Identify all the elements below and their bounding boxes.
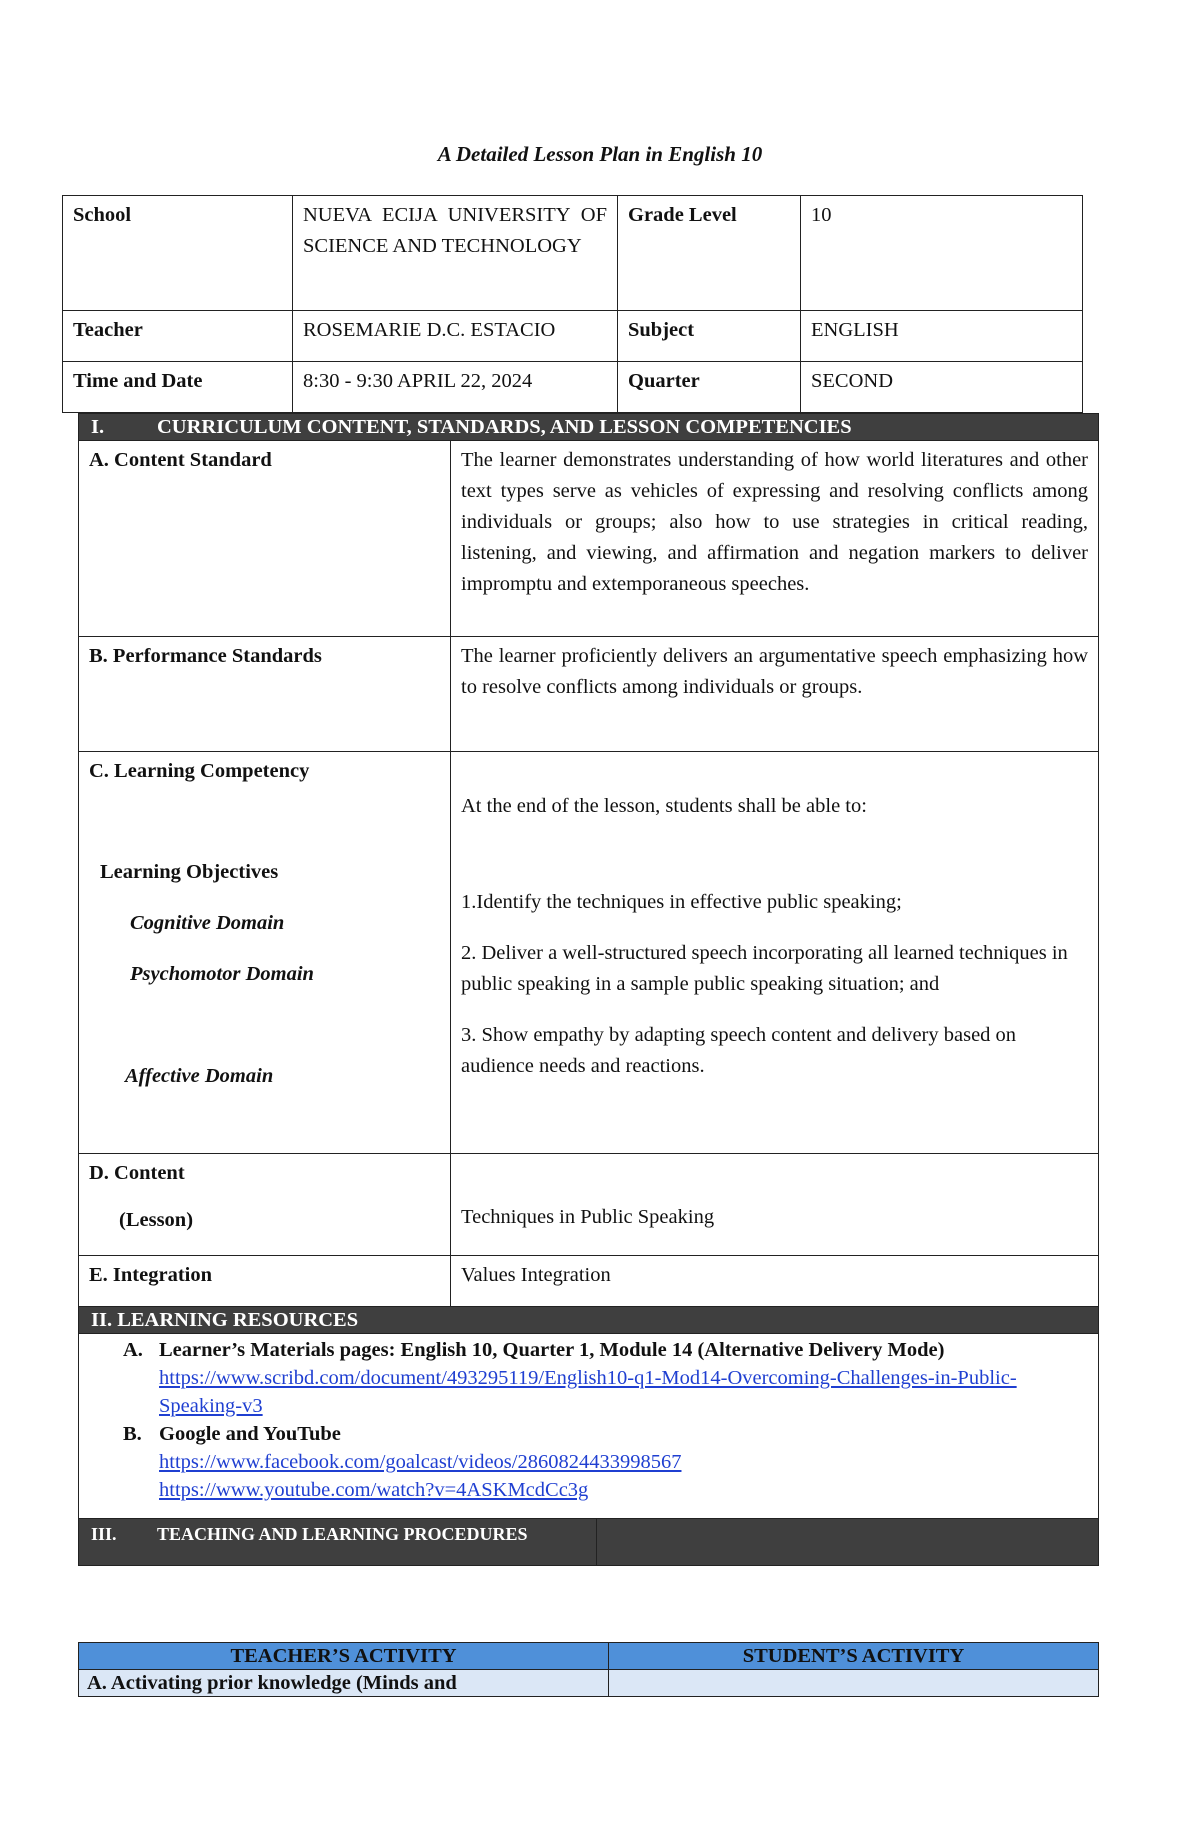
cognitive-objective: 1.Identify the techniques in effective public speaking; xyxy=(461,891,902,913)
affective-domain-label: Affective Domain xyxy=(125,1065,274,1087)
performance-standards-text: The learner proficiently delivers an argumentative speech emphasizing how to resolve conflicts among individuals or groups. xyxy=(451,637,1099,752)
learning-competency-label: C. Learning Competency xyxy=(89,760,310,782)
resource-b-link-facebook[interactable]: https://www.facebook.com/goalcast/videos/2860824433998567 xyxy=(159,1451,682,1473)
content-standard-text: The learner demonstrates understanding of how world literatures and other text types serve as vehicles of expressing and resolving conflicts among individuals or groups; also how to use strategies in critical reading, listening, and viewing, and affirmation and negation markers to deliver impromptu and extemporaneous speeches. xyxy=(451,441,1099,637)
learning-objectives-label: Learning Objectives xyxy=(100,861,279,883)
quarter-value: SECOND xyxy=(801,362,1083,413)
curriculum-table xyxy=(78,413,1099,1566)
teacher-value: ROSEMARIE D.C. ESTACIO xyxy=(293,311,618,362)
cognitive-domain-label: Cognitive Domain xyxy=(130,912,285,934)
subject-value: ENGLISH xyxy=(801,311,1083,362)
resource-b xyxy=(123,1420,1086,1504)
grade-label: Grade Level xyxy=(618,196,801,311)
resources-cell xyxy=(79,1334,1099,1519)
time-label: Time and Date xyxy=(63,362,293,413)
psychomotor-domain-label: Psychomotor Domain xyxy=(130,963,314,985)
activity-row-1-student xyxy=(609,1670,1099,1697)
info-table xyxy=(62,195,1083,413)
section-3-title: TEACHING AND LEARNING PROCEDURES xyxy=(157,1524,528,1544)
content-right-cell xyxy=(451,1154,1099,1256)
grade-value: 10 xyxy=(801,196,1083,311)
resource-b-text: Google and YouTube xyxy=(159,1423,341,1445)
time-value: 8:30 - 9:30 APRIL 22, 2024 xyxy=(293,362,618,413)
resource-b-link-youtube[interactable]: https://www.youtube.com/watch?v=4ASKMcdCc3g xyxy=(159,1479,589,1501)
competency-intro: At the end of the lesson, students shall be able to: xyxy=(461,795,867,817)
resource-a-letter: A. xyxy=(123,1339,143,1361)
section-3-header xyxy=(79,1519,1099,1566)
document-title: A Detailed Lesson Plan in English 10 xyxy=(437,142,763,166)
competency-right-cell xyxy=(451,752,1099,1154)
resource-a-link[interactable]: https://www.scribd.com/document/493295119/English10-q1-Mod14-Overcoming-Challenges-in-Public-Speaking-v3 xyxy=(159,1367,1017,1417)
section-3-empty-cell xyxy=(597,1519,1098,1565)
teacher-activity-header: TEACHER’S ACTIVITY xyxy=(79,1643,609,1670)
section-1-title: CURRICULUM CONTENT, STANDARDS, AND LESSON COMPETENCIES xyxy=(157,416,852,438)
integration-label: E. Integration xyxy=(79,1256,451,1307)
section-3-title-cell xyxy=(79,1519,597,1565)
activity-row-1-teacher: A. Activating prior knowledge (Minds and xyxy=(79,1670,609,1697)
resource-a xyxy=(123,1336,1086,1420)
content-value: Techniques in Public Speaking xyxy=(461,1206,715,1228)
resource-b-letter: B. xyxy=(123,1423,142,1445)
quarter-label: Quarter xyxy=(618,362,801,413)
integration-value: Values Integration xyxy=(451,1256,1099,1307)
lesson-label: (Lesson) xyxy=(119,1209,194,1231)
content-standard-label: A. Content Standard xyxy=(79,441,451,637)
resource-a-text: Learner’s Materials pages: English 10, Quarter 1, Module 14 (Alternative Delivery Mode) xyxy=(159,1339,945,1361)
psychomotor-objective: 2. Deliver a well-structured speech incorporating all learned techniques in public speaking in a sample public speaking situation; and xyxy=(461,942,1068,995)
activity-table xyxy=(78,1642,1099,1697)
competency-left-cell xyxy=(79,752,451,1154)
school-label: School xyxy=(63,196,293,311)
teacher-label: Teacher xyxy=(63,311,293,362)
section-2-header: II. LEARNING RESOURCES xyxy=(79,1307,1099,1334)
content-label: D. Content xyxy=(89,1162,185,1184)
content-left-cell xyxy=(79,1154,451,1256)
subject-label: Subject xyxy=(618,311,801,362)
affective-objective: 3. Show empathy by adapting speech content and delivery based on audience needs and reactions. xyxy=(461,1024,1017,1077)
section-1-number: I. xyxy=(91,416,105,438)
student-activity-header: STUDENT’S ACTIVITY xyxy=(609,1643,1099,1670)
section-3-number: III. xyxy=(91,1524,117,1544)
school-value: NUEVA ECIJA UNIVERSITY OF SCIENCE AND TECHNOLOGY xyxy=(293,196,618,311)
performance-standards-label: B. Performance Standards xyxy=(79,637,451,752)
section-1-header xyxy=(79,414,1099,441)
